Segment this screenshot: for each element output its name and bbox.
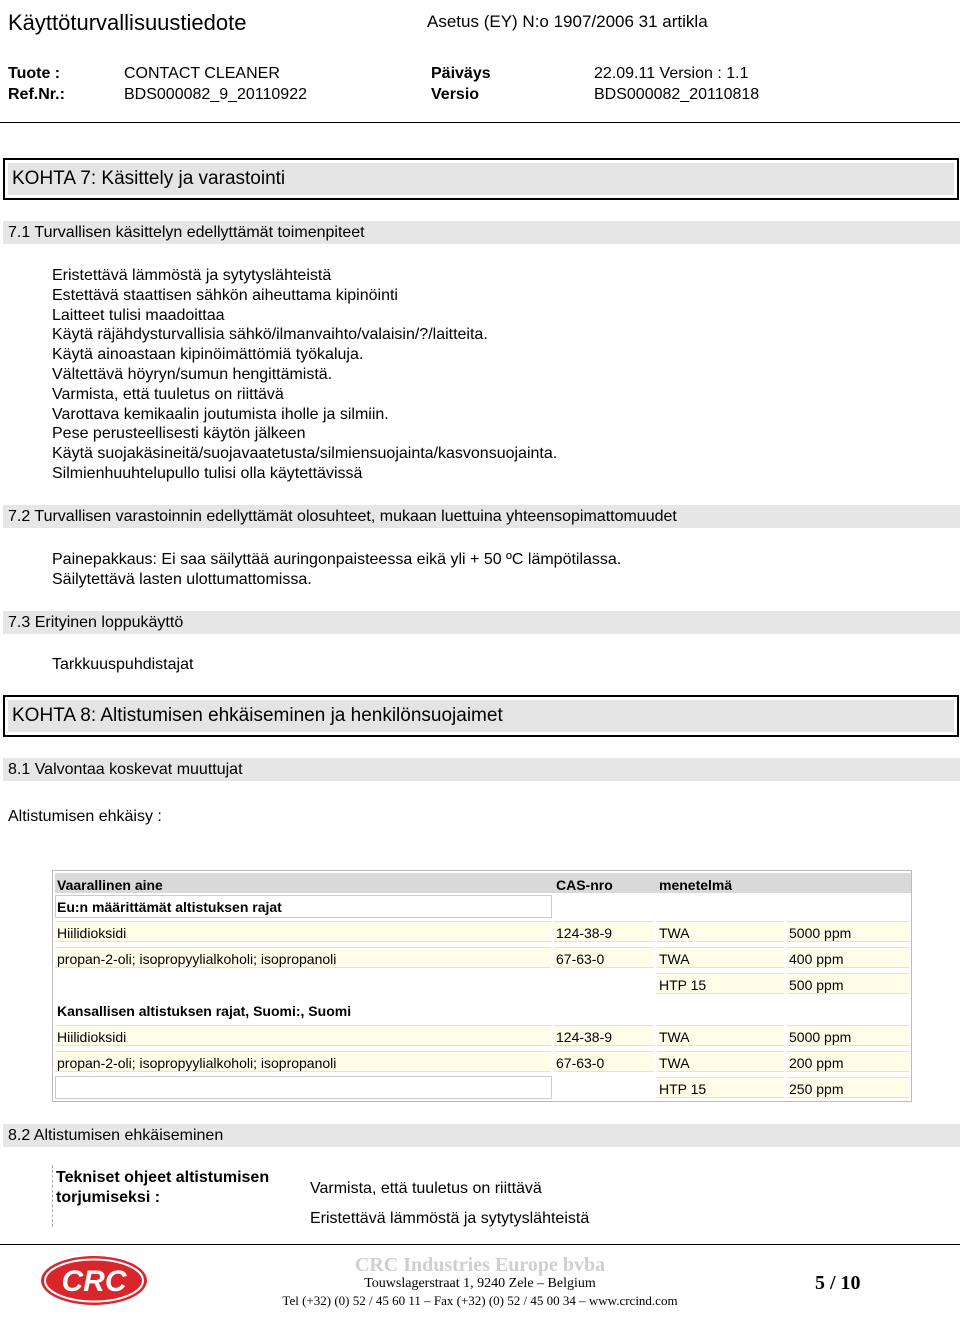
list-item: Eristettävä lämmöstä ja sytytyslähteistä [52,267,332,284]
section-7-title-box [3,158,959,200]
table-cell-method: HTP 15 [659,977,707,993]
table-cell-value: 250 ppm [789,1081,844,1097]
list-item: Säilytettävä lasten ulottumattomissa. [52,570,312,588]
column-header-substance: Vaarallinen aine [57,877,163,893]
technical-measures-label-2: torjumiseksi : [56,1189,161,1206]
group-national-title: Kansallisen altistuksen rajat, Suomi:, Suomi [57,1003,352,1019]
subsection-7-2-title: 7.2 Turvallisen varastoinnin edellyttämät olosuhteet, mukaan luettuina yhteensopimattomuudet [3,505,960,528]
company-address: Touwslagerstraat 1, 9240 Zele – Belgium [364,1276,596,1291]
date-label: Päiväys [431,65,491,82]
table-cell-value: 500 ppm [789,977,844,993]
subsection-7-3-title: 7.3 Erityinen loppukäyttö [3,611,960,634]
table-row-band [55,921,551,942]
list-item: Käytä suojakäsineitä/suojavaatetusta/silmiensuojainta/kasvonsuojainta. [52,445,558,463]
logo-text: CRC [61,1265,127,1298]
table-cell-cas: 124-38-9 [556,925,613,941]
subsection-7-3-text: Tarkkuuspuhdistajat [52,656,194,673]
version-value: BDS000082_20110818 [594,86,760,103]
table-header-row [55,873,911,893]
table-cell-method: TWA [659,951,690,967]
table-cell-value: 400 ppm [789,951,844,967]
list-item: Varmista, että tuuletus on riittävä [52,385,284,403]
table-cell-method: TWA [659,925,690,941]
product-value: CONTACT CLEANER [124,65,280,82]
page-number: 5 / 10 [815,1272,861,1294]
company-name: CRC Industries Europe bvba [354,1254,606,1276]
table-cell-method: TWA [659,1055,690,1071]
list-item: Laitteet tulisi maadoittaa [52,306,225,324]
ref-value: BDS000082_9_20110922 [124,86,307,103]
list-item: Vältettävä höyryn/sumun hengittämistä. [52,365,333,383]
technical-measures-label-1: Tekniset ohjeet altistumisen [56,1169,270,1186]
version-label: Versio [431,86,480,103]
table-cell-cas: 67-63-0 [556,1055,605,1071]
table-cell-value: 5000 ppm [789,1029,852,1045]
subsection-8-1-title: 8.1 Valvontaa koskevat muuttujat [3,758,960,781]
technical-measure-item: Varmista, että tuuletus on riittävä [310,1180,542,1197]
table-cell-substance: propan-2-oli; isopropyylialkoholi; isopropanoli [57,951,337,967]
list-item: Silmienhuuhtelupullo tulisi olla käytettävissä [52,464,363,482]
section-8-title-box [3,695,959,737]
table-cell-method: HTP 15 [659,1081,707,1097]
subsection-8-2-title: 8.2 Altistumisen ehkäiseminen [3,1124,960,1147]
footer-divider [0,1244,960,1245]
column-header-method: menetelmä [659,877,733,893]
company-contact: Tel (+32) (0) 52 / 45 60 11 – Fax (+32) (0) 52 / 45 00 34 – www.crcind.com [282,1293,678,1308]
exposure-heading: Altistumisen ehkäisy : [8,808,162,825]
header-divider [0,122,960,123]
subsection-7-2-text [52,550,621,590]
subsection-7-1-text [52,266,557,484]
list-item: Estettävä staattisen sähkön aiheuttama kipinöinti [52,286,398,304]
group-eu-title: Eu:n määrittämät altistuksen rajat [57,899,282,915]
ref-label: Ref.Nr.: [8,86,65,103]
table-empty-cell [55,1076,552,1099]
table-cell-cas: 124-38-9 [556,1029,613,1045]
date-value: 22.09.11 Version : 1.1 [594,65,749,82]
subsection-7-1-title: 7.1 Turvallisen käsittelyn edellyttämät toimenpiteet [3,221,960,244]
technical-measure-item: Eristettävä lämmöstä ja sytytyslähteistä [310,1210,590,1227]
list-item: Varottava kemikaalin joutumista iholle ja silmiin. [52,405,389,423]
document-title: Käyttöturvallisuustiedote [8,10,247,35]
technical-measures-label-box [52,1165,290,1227]
column-header-cas: CAS-nro [556,877,613,893]
list-item: Käytä ainoastaan kipinöimättömiä työkaluja. [52,346,364,364]
exposure-limits-table [52,870,912,1102]
section-7-title: KOHTA 7: Käsittely ja varastointi [8,163,954,195]
table-cell-value: 200 ppm [789,1055,844,1071]
table-cell-substance: Hiilidioksidi [57,925,127,941]
list-item: Pese perusteellisesti käytön jälkeen [52,425,306,443]
product-label: Tuote : [8,65,61,82]
table-row-band [55,1025,551,1046]
section-8-title: KOHTA 8: Altistumisen ehkäiseminen ja henkilönsuojaimet [8,700,954,732]
table-cell-cas: 67-63-0 [556,951,605,967]
list-item: Painepakkaus: Ei saa säilyttää auringonpaisteessa eikä yli + 50 ºC lämpötilassa. [52,551,622,568]
regulation-reference: Asetus (EY) N:o 1907/2006 31 artikla [427,12,708,31]
table-cell-value: 5000 ppm [789,925,852,941]
table-cell-method: TWA [659,1029,690,1045]
list-item: Käytä räjähdysturvallisia sähkö/ilmanvaihto/valaisin/?/laitteita. [52,326,488,344]
table-cell-substance: Hiilidioksidi [57,1029,127,1045]
table-cell-substance: propan-2-oli; isopropyylialkoholi; isopropanoli [57,1055,337,1071]
